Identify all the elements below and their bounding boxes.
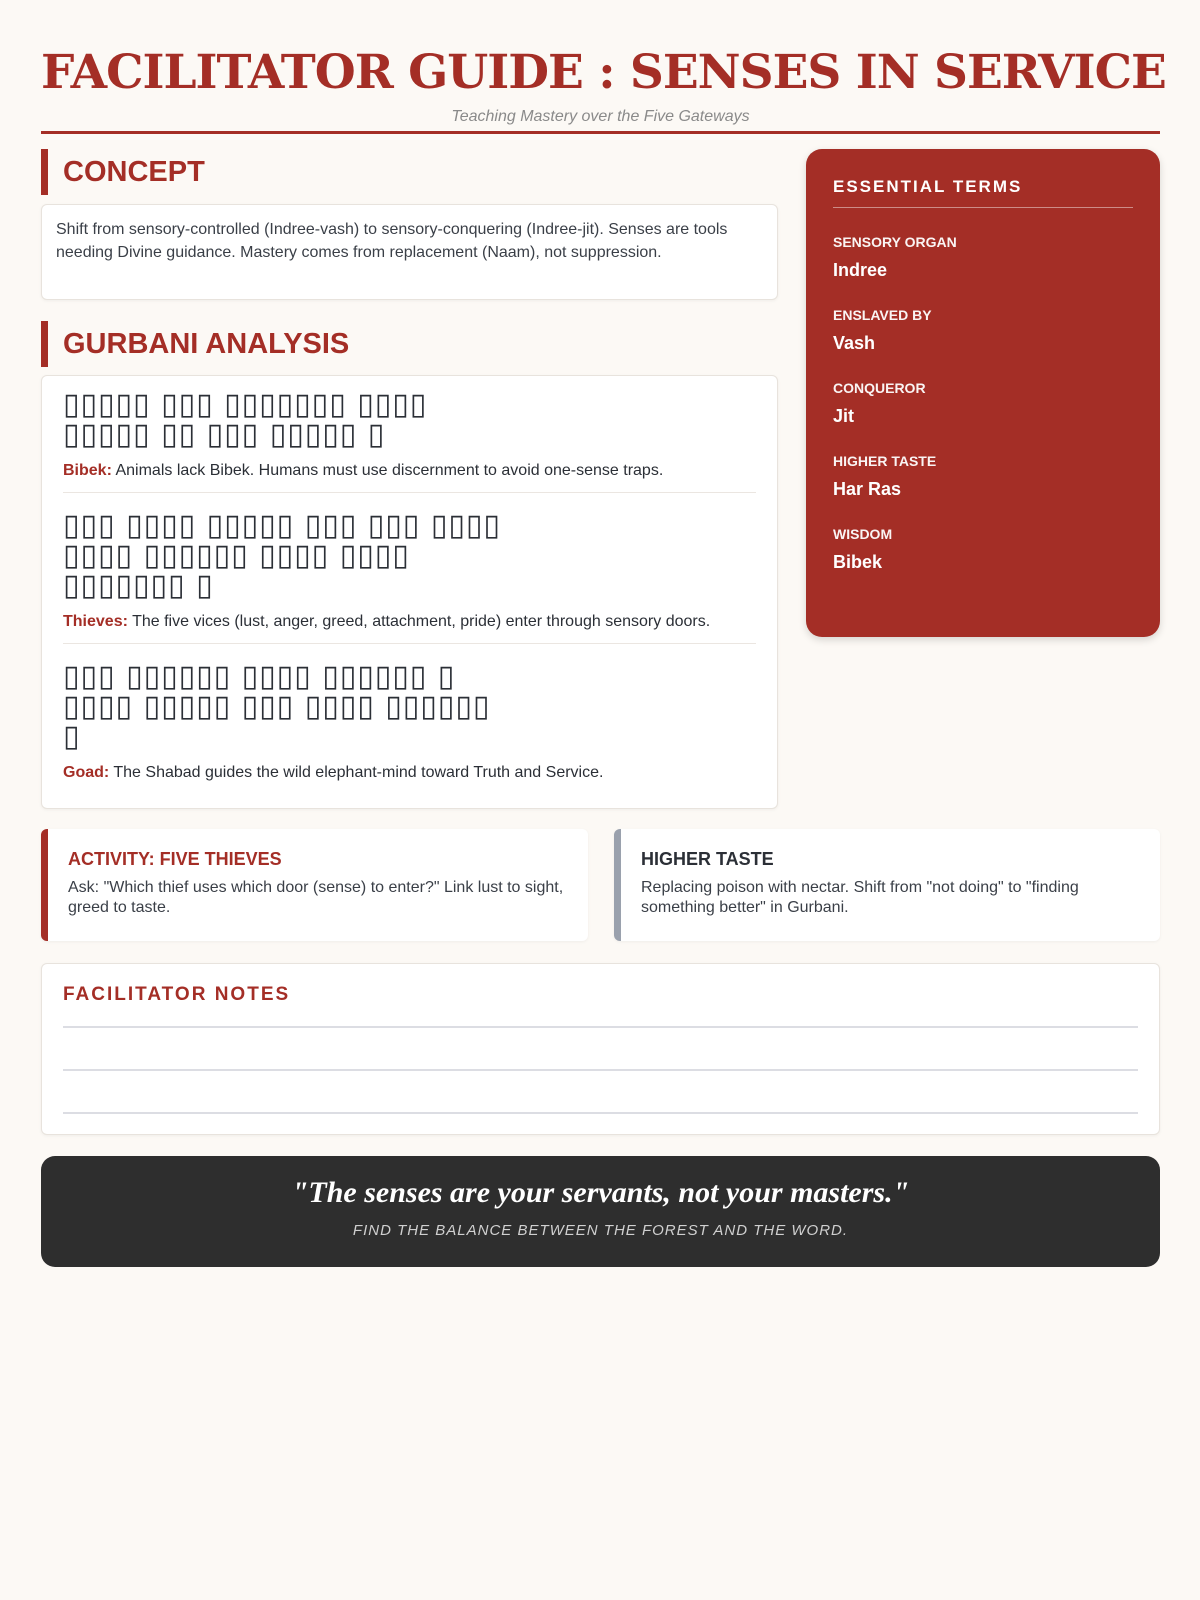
verse-line: ▯▯▯ ▯▯▯▯ ▯▯▯▯▯ ▯▯▯ ▯▯▯ ▯▯▯▯ (63, 508, 501, 543)
activity-text: Replacing poison with nectar. Shift from "not doing" to "finding something better" in Gurbani. (641, 879, 1079, 916)
verse-line: ▯▯▯▯▯ ▯▯ ▯▯▯ ▯▯▯▯▯ ▯ (63, 417, 386, 452)
term-item (833, 453, 1133, 500)
quote-subtext: FIND THE BALANCE BETWEEN THE FOREST AND THE WORD. (352, 1222, 849, 1239)
essential-terms-panel (806, 149, 1160, 637)
term-label: HIGHER TASTE (833, 453, 937, 469)
gloss-text: Animals lack Bibek. Humans must use discernment to avoid one-sense traps. (115, 462, 664, 479)
note-line (63, 1069, 1138, 1071)
verse-text (63, 659, 756, 754)
gloss-term: Thieves: (63, 613, 128, 630)
term-value: Vash (833, 333, 876, 353)
term-value: Bibek (833, 552, 883, 572)
verse-line: ▯ (63, 719, 81, 754)
term-value: Har Ras (833, 479, 902, 499)
activity-text: Ask: "Which thief uses which door (sense) to enter?" Link lust to sight, greed to taste. (68, 879, 564, 916)
activity-card-five-thieves (41, 829, 588, 941)
term-value: Indree (833, 260, 888, 280)
verse-text (63, 508, 756, 603)
term-label: ENSLAVED BY (833, 307, 932, 323)
page-title: FACILITATOR GUIDE : SENSES IN SERVICE (41, 45, 1166, 100)
verse-line: ▯▯▯▯▯ ▯▯▯ ▯▯▯▯▯▯▯ ▯▯▯▯ (63, 387, 428, 422)
gloss-text: The five vices (lust, anger, greed, attachment, pride) enter through sensory doors. (132, 613, 711, 630)
term-value: Jit (833, 406, 855, 426)
verse-gloss (63, 460, 756, 482)
gloss-term: Goad: (63, 764, 110, 781)
concept-heading: CONCEPT (41, 149, 741, 195)
activity-card-higher-taste (614, 829, 1160, 941)
activity-title: ACTIVITY: FIVE THIEVES (68, 849, 282, 869)
concept-text: Shift from sensory-controlled (Indree-vash) to sensory-conquering (Indree-jit). Senses are tools needing Divine guidance. Mastery comes from replacement (Naam), not suppression. (56, 221, 728, 261)
verse-gloss (63, 611, 756, 633)
facilitator-notes (41, 963, 1160, 1135)
term-label: SENSORY ORGAN (833, 234, 957, 250)
term-item (833, 526, 1133, 573)
gurbani-heading: GURBANI ANALYSIS (41, 321, 741, 367)
verse-line: ▯▯▯ ▯▯▯▯▯▯ ▯▯▯▯ ▯▯▯▯▯▯ ▯ (63, 659, 456, 694)
term-label: WISDOM (833, 526, 893, 542)
terms-title: ESSENTIAL TERMS (833, 177, 1133, 208)
verse-line: ▯▯▯▯ ▯▯▯▯▯▯ ▯▯▯▯ ▯▯▯▯ (63, 538, 410, 573)
quote-banner (41, 1156, 1160, 1267)
quote-text: "The senses are your servants, not your masters." (291, 1176, 910, 1209)
notes-title: FACILITATOR NOTES (63, 984, 291, 1005)
verse-line: ▯▯▯▯ ▯▯▯▯▯ ▯▯▯ ▯▯▯▯ ▯▯▯▯▯▯ (63, 689, 491, 724)
concept-card (41, 204, 778, 300)
verse-line: ▯▯▯▯▯▯▯ ▯ (63, 568, 214, 603)
activity-title: HIGHER TASTE (641, 849, 774, 869)
gurbani-card (41, 375, 778, 809)
verse-gloss (63, 762, 756, 784)
gloss-term: Bibek: (63, 462, 112, 479)
term-item (833, 380, 1133, 427)
header-divider (41, 131, 1160, 134)
term-label: CONQUEROR (833, 380, 926, 396)
verse-block (63, 643, 756, 794)
verse-block (63, 387, 756, 492)
gloss-text: The Shabad guides the wild elephant-mind toward Truth and Service. (113, 764, 604, 781)
header (41, 38, 1166, 126)
note-line (63, 1112, 1138, 1114)
term-item (833, 307, 1133, 354)
term-item (833, 234, 1133, 281)
page-subtitle: Teaching Mastery over the Five Gateways (451, 108, 750, 125)
verse-block (63, 492, 756, 643)
verse-text (63, 387, 756, 452)
note-line (63, 1026, 1138, 1028)
